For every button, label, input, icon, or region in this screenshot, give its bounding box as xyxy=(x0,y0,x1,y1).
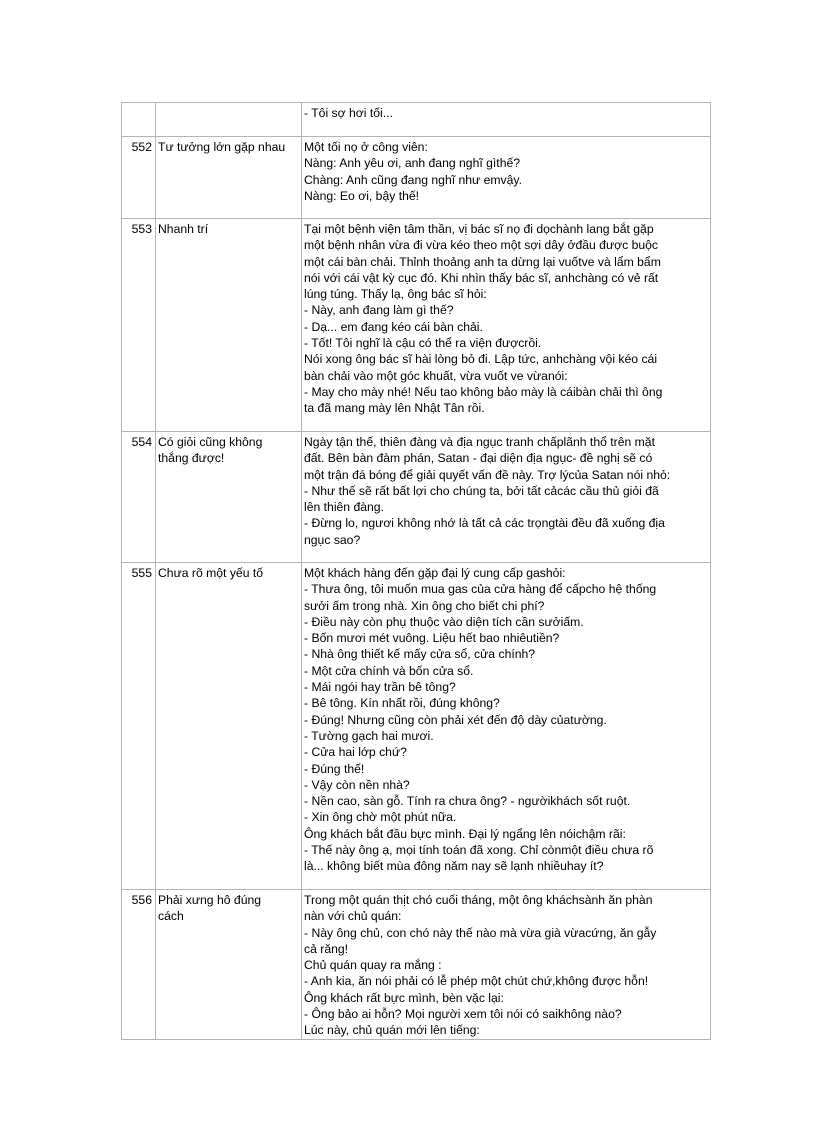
joke-line: Một khách hàng đến gặp đại lý cung cấp gashỏi: xyxy=(304,566,566,580)
joke-line: - May cho mày nhé! Nếu tao không bảo mày là cáibàn chải thì ông xyxy=(304,384,663,399)
joke-line: - Cửa hai lớp chứ? xyxy=(304,745,407,760)
joke-line: - Đừng lo, ngươi không nhớ là tất cả các trọngtài đều đã xuống địa xyxy=(304,516,665,531)
joke-line: - Tốt! Tôi nghĩ là cậu có thể ra viện đượcrồi. xyxy=(304,336,542,351)
joke-number: 556 xyxy=(122,890,156,1040)
joke-line: Ông khách bắt đầu bực mình. Đại lý ngẩng lên nóichậm rãi: xyxy=(304,826,626,841)
joke-line: là... không biết mùa đông năm nay sẽ lạnh nhiềuhay ít? xyxy=(304,859,604,874)
joke-row xyxy=(122,137,711,219)
joke-line: Trong một quán thịt chó cuối tháng, một ông kháchsành ăn phàn xyxy=(304,893,653,907)
joke-line: - Dạ... em đang kéo cái bàn chải. xyxy=(304,319,483,334)
joke-line: bàn chải vào một góc khuất, vừa vuốt ve vừanói: xyxy=(304,368,568,383)
joke-line: - Nền cao, sàn gỗ. Tính ra chưa ông? - ngườikhách sốt ruột. xyxy=(304,794,631,809)
joke-text xyxy=(302,137,711,219)
joke-title xyxy=(156,432,302,563)
joke-line: - Đúng! Nhưng cũng còn phải xét đến độ dày củatường. xyxy=(304,712,607,727)
joke-text xyxy=(302,432,711,563)
joke-line: - Bê tông. Kín nhất rồi, đúng không? xyxy=(304,696,500,711)
joke-title-line: thắng được! xyxy=(158,451,225,466)
joke-line: - Xin ông chờ một phút nữa. xyxy=(304,810,457,825)
joke-line: Ông khách rất bực mình, bèn vặc lại: xyxy=(304,990,504,1005)
joke-line: Lúc này, chủ quán mới lên tiếng: xyxy=(304,1023,480,1038)
joke-title: Chưa rõ một yếu tố xyxy=(156,563,302,890)
joke-line: Ngày tận thế, thiên đàng và địa ngục tranh chấplãnh thổ trên mặt xyxy=(304,435,655,449)
joke-line: - Tôi sợ hơi tối... xyxy=(304,106,393,120)
joke-line: đất. Bên bàn đàm phán, Satan - đại diện địa ngục- đề nghị sẽ có xyxy=(304,451,653,466)
joke-line: Một tối nọ ở công viên: xyxy=(304,140,428,154)
joke-line: Nói xong ông bác sĩ hài lòng bỏ đi. Lập tức, anhchàng vội kéo cái xyxy=(304,352,658,367)
joke-line: nàn với chủ quán: xyxy=(304,909,402,924)
joke-row xyxy=(122,563,711,890)
joke-line: - Nhà ông thiết kế mấy cửa sổ, cửa chính? xyxy=(304,647,536,662)
joke-number: 555 xyxy=(122,563,156,890)
joke-row xyxy=(122,890,711,1040)
joke-title-line: Phải xưng hô đúng xyxy=(158,893,262,907)
joke-line: sưởi ấm trong nhà. Xin ông cho biết chi phí? xyxy=(304,598,545,613)
joke-number: 553 xyxy=(122,219,156,432)
joke-line: Tại một bệnh viện tâm thần, vị bác sĩ nọ đi dọchành lang bắt gặp xyxy=(304,222,654,236)
joke-line: - Này ông chủ, con chó này thế nào mà vừa già vừacứng, ăn gẫy xyxy=(304,925,657,940)
joke-line: - Ông bảo ai hỗn? Mọi người xem tôi nói có saikhông nào? xyxy=(304,1007,622,1022)
joke-text xyxy=(302,890,711,1040)
joke-line: ta đã mang mày lên Nhật Tân rồi. xyxy=(304,401,485,416)
joke-line: - Này, anh đang làm gì thế? xyxy=(304,303,454,318)
joke-line: - Tường gạch hai mươi. xyxy=(304,728,434,743)
joke-line: một bệnh nhân vừa đi vừa kéo theo một sợi dây ởđầu được buộc xyxy=(304,238,659,253)
joke-line: - Điều này còn phụ thuộc vào diện tích cần sưởiấm. xyxy=(304,614,584,629)
joke-line: - Bốn mươi mét vuông. Liệu hết bao nhiêutiền? xyxy=(304,631,560,646)
joke-line: - Một cửa chính và bốn cửa sổ. xyxy=(304,663,474,678)
joke-title: Tư tưởng lớn gặp nhau xyxy=(156,137,302,219)
joke-number xyxy=(122,103,156,137)
joke-line: Nàng: Eo ơi, bậy thế! xyxy=(304,188,420,203)
joke-line: - Thế này ông ạ, mọi tính toán đã xong. Chỉ cònmột điều chưa rõ xyxy=(304,843,654,858)
joke-text xyxy=(302,103,711,137)
joke-line: - Đúng thế! xyxy=(304,761,365,776)
joke-line: nói với cái vật kỳ cục đó. Khi nhìn thấy bác sĩ, anhchàng có vẻ rất xyxy=(304,270,659,285)
joke-line: - Mái ngói hay trần bê tông? xyxy=(304,680,456,695)
joke-text xyxy=(302,563,711,890)
joke-line: - Thưa ông, tôi muốn mua gas của cửa hàng để cấpcho hệ thống xyxy=(304,582,657,597)
joke-line: lúng túng. Thấy lạ, ông bác sĩ hỏi: xyxy=(304,287,487,302)
joke-text xyxy=(302,219,711,432)
joke-line: Chàng: Anh cũng đang nghĩ như emvậy. xyxy=(304,172,522,187)
joke-line: lên thiên đàng. xyxy=(304,500,384,515)
joke-line: - Vậy còn nền nhà? xyxy=(304,777,410,792)
joke-line: Chủ quán quay ra mắng : xyxy=(304,958,442,973)
joke-title xyxy=(156,103,302,137)
joke-title xyxy=(156,890,302,1040)
joke-number: 554 xyxy=(122,432,156,563)
joke-row xyxy=(122,219,711,432)
joke-line: - Như thế sẽ rất bất lợi cho chúng ta, bởi tất cảcác cầu thủ giỏi đã xyxy=(304,483,659,498)
joke-title: Nhanh trí xyxy=(156,219,302,432)
joke-line: một trận đá bóng để giải quyết vấn đề này. Trợ lýcủa Satan nói nhỏ: xyxy=(304,467,671,482)
joke-line: - Anh kia, ăn nói phải có lễ phép một chút chứ,không được hỗn! xyxy=(304,974,649,989)
joke-row xyxy=(122,103,711,137)
joke-row xyxy=(122,432,711,563)
joke-line: ngục sao? xyxy=(304,532,361,547)
joke-line: Nàng: Anh yêu ơi, anh đang nghĩ gìthế? xyxy=(304,156,521,171)
jokes-table-body xyxy=(122,103,711,1040)
jokes-table xyxy=(121,102,711,1040)
joke-title-line: cách xyxy=(158,909,184,924)
joke-number: 552 xyxy=(122,137,156,219)
joke-line: một cái bàn chải. Thỉnh thoảng anh ta dừng lại vuốtve và lẩm bẩm xyxy=(304,254,661,269)
joke-line: cả răng! xyxy=(304,941,349,956)
joke-title-line: Có giỏi cũng không xyxy=(158,435,263,449)
